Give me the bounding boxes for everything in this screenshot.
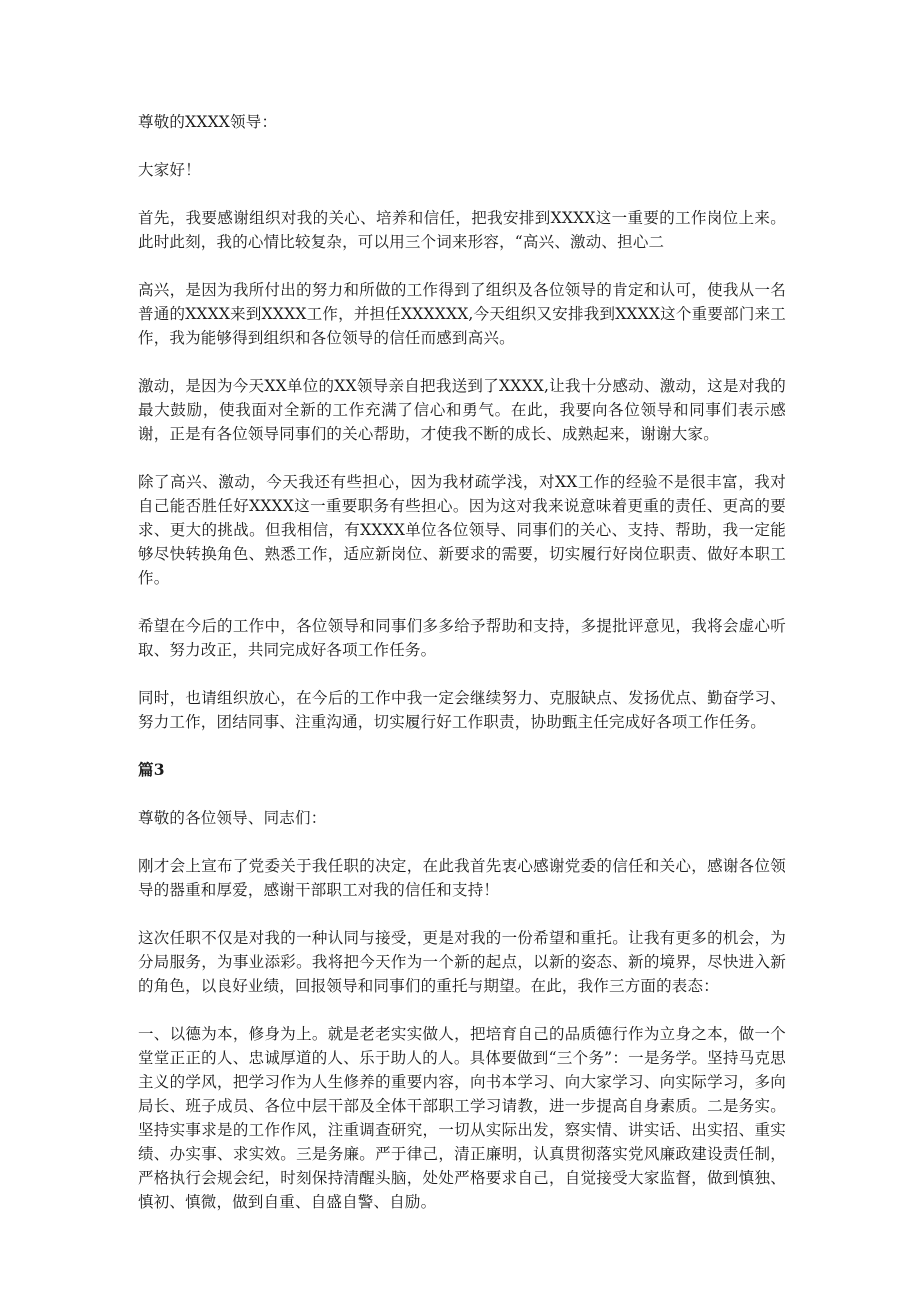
paragraph-thanks: 刚才会上宣布了党委关于我任职的决定，在此我首先衷心感谢党委的信任和关心，感谢各位领导的器重和厚爱，感谢干部职工对我的信任和支持！ [138,857,786,899]
paragraph-excited: 激动，是因为今天XX单位的XX领导亲自把我送到了XXXX,让我十分感动、激动，这是对我的最大鼓励，使我面对全新的工作充满了信心和勇气。在此，我要向各位领导和同事们表示感谢，正是有各位领导同事们的关心帮助，才使我不断的成长、成熟起来，谢谢大家。 [138,377,786,443]
greeting: 大家好！ [138,161,201,179]
paragraph-pledge: 同时，也请组织放心，在今后的工作中我一定会继续努力、克服缺点、发扬优点、勤奋学习、努力工作，团结同事、注重沟通，切实履行好工作职责，协助甄主任完成好各项工作任务。 [138,689,786,731]
salutation: 尊敬的XXXX领导： [138,113,278,131]
paragraph-happy: 高兴，是因为我所付出的努力和所做的工作得到了组织及各位领导的肯定和认可，使我从一名普通的XXXX来到XXXX工作，并担任XXXXXX,今天组织又安排我到XXXX这个重要部门来工作，我为能够得到组织和各位领导的信任而感到高兴。 [138,281,786,347]
paragraph-virtue: 一、以德为本，修身为上。就是老老实实做人，把培育自己的品质德行作为立身之本，做一个堂堂正正的人、忠诚厚道的人、乐于助人的人。具体要做到“三个务”：一是务学。坚持马克思主义的学风，把学习作为人生修养的重要内容，向书本学习、向大家学习、向实际学习，多向局长、班子成员、各位中层干部及全体干部职工学习请教，进一步提高自身素质。二是务实。坚持实事求是的工作作风，注重调查研究，一切从实际出发，察实情、讲实话、出实招、重实绩、办实事、求实效。三是务廉。严于律己，清正廉明，认真贯彻落实党风廉政建设责任制，严格执行会规会纪，时刻保持清醒头脑，处处严格要求自己，自觉接受大家监督，做到慎独、慎初、慎微，做到自重、自盛自警、自励。 [138,1025,786,1211]
paragraph-hope: 希望在今后的工作中，各位领导和同事们多多给予帮助和支持，多提批评意见，我将会虚心听取、努力改正，共同完成好各项工作任务。 [138,617,786,659]
paragraph-worried: 除了高兴、激动，今天我还有些担心，因为我材疏学浅，对XX工作的经验不是很丰富，我对自己能否胜任好XXXX这一重要职务有些担心。因为这对我来说意味着更重的责任、更高的要求、更大的挑战。但我相信，有XXXX单位各位领导、同事们的关心、支持、帮助，我一定能够尽快转换角色、熟悉工作，适应新岗位、新要求的需要，切实履行好岗位职责、做好本职工作。 [138,473,786,587]
section-heading: 篇3 [138,760,165,779]
paragraph-intro: 首先，我要感谢组织对我的关心、培养和信任，把我安排到XXXX这一重要的工作岗位上来。此时此刻，我的心情比较复杂，可以用三个词来形容，“高兴、激动、担心二 [138,209,786,251]
salutation-2: 尊敬的各位领导、同志们： [138,809,327,827]
paragraph-appointment: 这次任职不仅是对我的一种认同与接受，更是对我的一份希望和重托。让我有更多的机会，为分局服务，为事业添彩。我将把今天作为一个新的起点，以新的姿态、新的境界，尽快进入新的角色，以良好业绩，回报领导和同事们的重托与期望。在此，我作三方面的表态： [138,929,786,995]
